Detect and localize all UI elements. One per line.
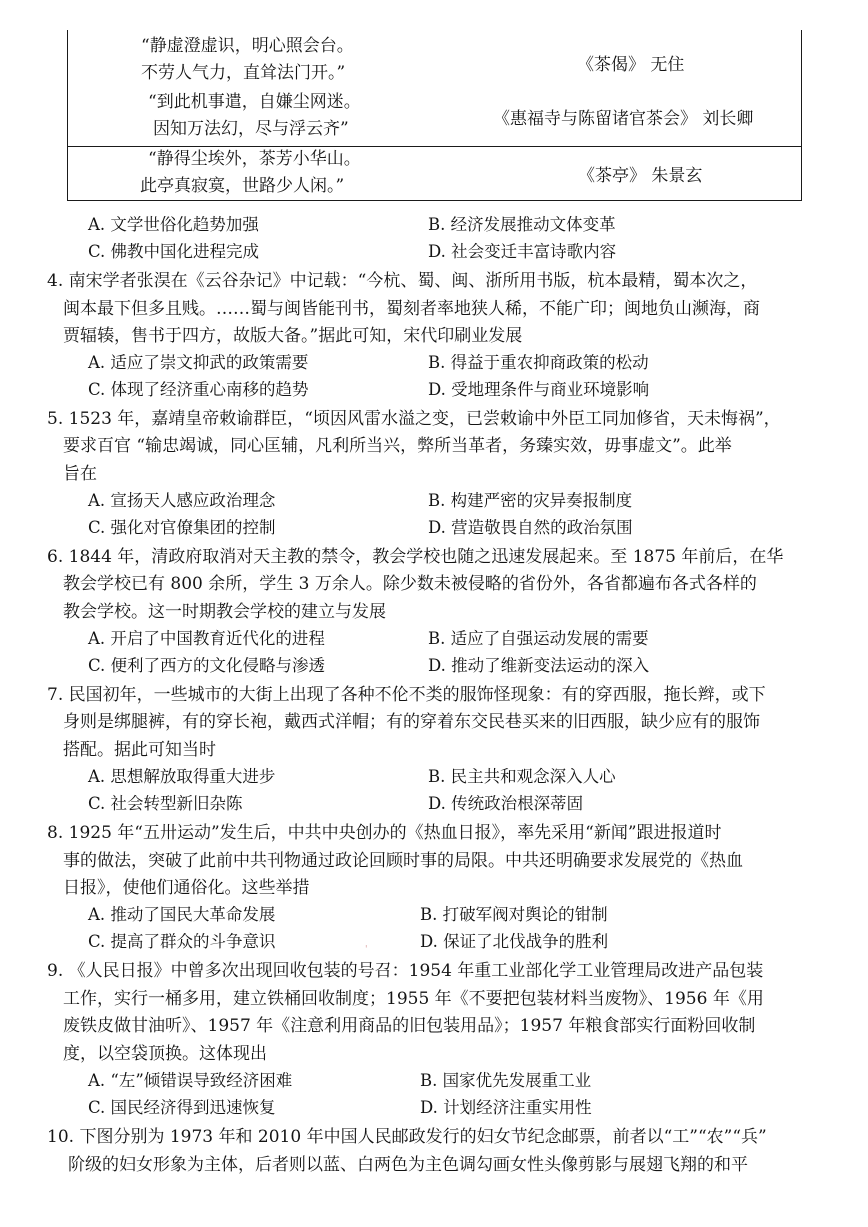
option-a: A. 适应了崇文抑武的政策需要: [88, 353, 309, 372]
option-c: C. 社会转型新旧杂陈: [88, 794, 243, 813]
option-a: A. 思想解放取得重大进步: [88, 767, 276, 786]
question-4-line: 4. 南宋学者张淏在《云谷杂记》中记载：“今杭、蜀、闽、浙所用书版，杭本最精，蜀本次之，: [47, 271, 758, 291]
poem-line: “静得尘埃外，茶芳小华山。: [148, 149, 361, 169]
option-d: D. 营造敬畏自然的政治氛围: [428, 518, 633, 537]
question-9-line: 废铁皮做甘油听》、1957 年《注意利用商品的旧包装用品》；1957 年粮食部实行面粉回收制: [63, 1016, 756, 1036]
option-b: B. 适应了自强运动发展的需要: [428, 629, 649, 648]
option-b: B. 经济发展推动文体变革: [428, 215, 616, 234]
table-row: [68, 30, 801, 146]
question-7-line: 搭配。据此可知当时: [63, 740, 216, 760]
poem-line: 因知万法幻，尽与浮云齐”: [153, 119, 349, 139]
question-10-line: 阶级的妇女形象为主体，后者则以蓝、白两色为主色调勾画女性头像剪影与展翅飞翔的和平: [68, 1155, 748, 1175]
question-9-line: 9. 《人民日报》中曾多次出现回收包装的号召：1954 年重工业部化学工业管理局改进产品包装: [47, 961, 764, 981]
question-5-line: 要求百官 “输忠竭诚，同心匡辅，凡利所当兴，弊所当革者，务臻实效，毋事虚文”。此举: [63, 436, 732, 456]
option-a: A. 开启了中国教育近代化的进程: [88, 629, 325, 648]
poem-source: 《茶偈》 无住: [577, 55, 685, 75]
poem-source: 《惠福寺与陈留诸官茶会》 刘长卿: [493, 109, 754, 129]
option-b: B. 构建严密的灾异奏报制度: [428, 491, 633, 510]
option-d: D. 保证了北伐战争的胜利: [420, 932, 609, 951]
question-8-line: 日报》，使他们通俗化。这些举措: [63, 878, 310, 898]
question-8-line: 事的做法，突破了此前中共刊物通过政论回顾时事的局限。中共还明确要求发展党的《热血: [63, 851, 743, 871]
question-7-line: 7. 民国初年，一些城市的大街上出现了各种不伦不类的服饰怪现象：有的穿西服，拖长辫，或下: [47, 685, 766, 705]
question-4-line: 贾辐辏，售书于四方，故版大备。”据此可知，宋代印刷业发展: [63, 326, 523, 346]
question-6-line: 教会学校已有 800 余所，学生 3 万余人。除少数未被侵略的省份外，各省都遍布各式各样的: [63, 574, 757, 594]
option-a: A. 推动了国民大革命发展: [88, 905, 276, 924]
option-d: D. 计划经济注重实用性: [420, 1098, 592, 1117]
poem-line: 此亭真寂寞，世路少人闲。”: [140, 176, 345, 196]
option-d: D. 推动了维新变法运动的深入: [428, 656, 650, 675]
poem-cell: [141, 33, 354, 87]
option-c: C. 强化对官僚集团的控制: [88, 518, 276, 537]
question-9-line: 工作，实行一桶多用，建立铁桶回收制度；1955 年《不要把包装材料当废物》、1956 年《用: [63, 989, 764, 1009]
poem-source: 《茶亭》 朱景玄: [578, 166, 703, 186]
question-5-line: 5. 1523 年，嘉靖皇帝敕谕群臣，“顷因风雷水溢之变，已尝敕谕中外臣工同加修省，天未悔祸”，: [47, 409, 781, 429]
poem-line: 不劳人气力，直耸法门开。”: [141, 63, 346, 83]
option-d: D. 传统政治根深蒂固: [428, 794, 584, 813]
question-6-line: 教会学校。这一时期教会学校的建立与发展: [63, 602, 386, 622]
option-a: A. 宣扬天人感应政治理念: [88, 491, 276, 510]
question-10-line: 10. 下图分别为 1973 年和 2010 年中国人民邮政发行的妇女节纪念邮票，前者以“工”“农”“兵”: [47, 1127, 767, 1147]
question-9-line: 度，以空袋顶换。这体现出: [63, 1044, 267, 1064]
option-a: A. “左”倾错误导致经济困难: [88, 1071, 293, 1090]
question-8-line: 8. 1925 年“五卅运动”发生后，中共中央创办的《热血日报》，率先采用“新闻”跟进报道时: [47, 823, 722, 843]
option-d: D. 社会变迁丰富诗歌内容: [428, 242, 617, 261]
option-c: C. 提高了群众的斗争意识: [88, 932, 276, 951]
option-c: C. 佛教中国化进程完成: [88, 242, 260, 261]
option-c: C. 体现了经济重心南移的趋势: [88, 380, 309, 399]
question-7-line: 身则是绑腿裤，有的穿长袍，戴西式洋帽；有的穿着东交民巷买来的旧西服，缺少应有的服饰: [63, 712, 760, 732]
poem-cell: [140, 146, 361, 200]
question-4-line: 闽本最下但多且贱。……蜀与闽皆能刊书，蜀刻者率地狭人稀，不能广印；闽地负山濒海，商: [63, 299, 760, 319]
option-c: C. 便利了西方的文化侵略与渗透: [88, 656, 326, 675]
question-6-line: 6. 1844 年，清政府取消对天主教的禁令，教会学校也随之迅速发展起来。至 1875 年前后，在华: [47, 547, 784, 567]
poem-line: “静虚澄虚识，明心照会台。: [141, 36, 354, 56]
option-b: B. 国家优先发展重工业: [420, 1071, 592, 1090]
option-b: B. 打破军阀对舆论的钳制: [420, 905, 608, 924]
table-row: [68, 146, 801, 200]
option-d: D. 受地理条件与商业环境影响: [428, 380, 650, 399]
option-b: B. 得益于重农抑商政策的松动: [428, 353, 649, 372]
scan-mark: ': [365, 945, 368, 955]
poem-table: [67, 30, 802, 201]
option-c: C. 国民经济得到迅速恢复: [88, 1098, 276, 1117]
option-b: B. 民主共和观念深入人心: [428, 767, 616, 786]
question-5-line: 旨在: [63, 464, 97, 484]
poem-cell: [148, 89, 361, 143]
poem-line: “到此机事遣，自嫌尘网迷。: [148, 92, 361, 112]
option-a: A. 文学世俗化趋势加强: [88, 215, 259, 234]
